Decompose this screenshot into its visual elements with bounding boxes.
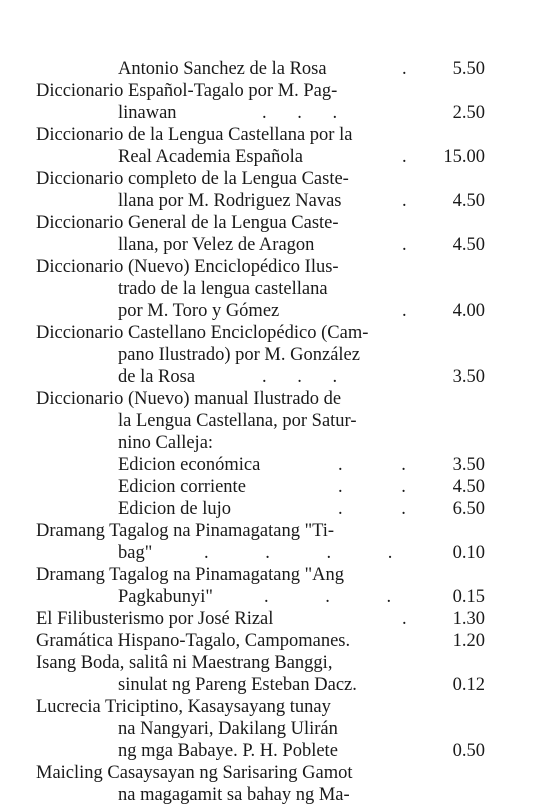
- list-line: [0, 432, 547, 454]
- list-line: [0, 410, 547, 432]
- entry-text: la Lengua Castellana, por Satur-: [118, 411, 357, 431]
- list-line: [0, 168, 547, 190]
- entry-text: Diccionario General de la Lengua Caste-: [36, 213, 339, 233]
- entry-text: nino Calleja:: [118, 433, 214, 453]
- list-line: [0, 300, 547, 322]
- list-line: [0, 234, 547, 256]
- entry-text: Dramang Tagalog na Pinamagatang "Ti-: [36, 521, 335, 541]
- leader-dots: . .: [338, 477, 406, 497]
- entry-text: ng mga Babaye. P. H. Poblete: [118, 741, 338, 761]
- list-line: [0, 58, 547, 80]
- entry-text: sinulat ng Pareng Esteban Dacz.: [118, 675, 357, 695]
- entry-text: pano Ilustrado) por M. González: [118, 345, 360, 365]
- entry-text: Isang Boda, salitâ ni Maestrang Banggi,: [36, 653, 333, 673]
- list-line: [0, 454, 547, 476]
- list-line: [0, 608, 547, 630]
- list-line: [0, 718, 547, 740]
- leader-dots: .: [402, 59, 407, 79]
- list-line: [0, 520, 547, 542]
- list-line: [0, 278, 547, 300]
- list-line: [0, 476, 547, 498]
- leader-dots: . . .: [264, 587, 392, 607]
- price: 3.50: [452, 455, 485, 475]
- entry-text: El Filibusterismo por José Rizal: [36, 609, 274, 629]
- list-line: [0, 344, 547, 366]
- price: 15.00: [443, 147, 485, 167]
- leader-dots: .: [402, 609, 407, 629]
- list-line: [0, 542, 547, 564]
- entry-text: Diccionario completo de la Lengua Caste-: [36, 169, 349, 189]
- list-line: [0, 146, 547, 168]
- entry-text: Edicion corriente: [118, 477, 246, 497]
- list-line: [0, 256, 547, 278]
- price: 0.10: [452, 543, 485, 563]
- list-line: [0, 388, 547, 410]
- leader-dots: . .: [338, 455, 406, 475]
- price: 4.50: [452, 477, 485, 497]
- entry-text: Edicion de lujo: [118, 499, 232, 519]
- entry-text: Gramática Hispano-Tagalo, Campomanes.: [36, 631, 351, 651]
- entry-text: Dramang Tagalog na Pinamagatang "Ang: [36, 565, 344, 585]
- list-line: [0, 322, 547, 344]
- entry-text: bag": [118, 543, 153, 563]
- entry-text: na Nangyari, Dakilang Ulirán: [118, 719, 338, 739]
- entry-text: linawan: [118, 103, 177, 123]
- list-line: [0, 124, 547, 146]
- leader-dots: . . .: [262, 367, 338, 387]
- entry-text: llana por M. Rodriguez Navas: [118, 191, 342, 211]
- price: 4.50: [452, 235, 485, 255]
- entry-text: Diccionario de la Lengua Castellana por la: [36, 125, 353, 145]
- entry-text: Edicion económica: [118, 455, 261, 475]
- entry-text: trado de la lengua castellana: [118, 279, 328, 299]
- entry-text: Lucrecia Triciptino, Kasaysayang tunay: [36, 697, 331, 717]
- entry-text: Pagkabunyi": [118, 587, 213, 607]
- list-line: [0, 212, 547, 234]
- leader-dots: .: [402, 235, 407, 255]
- price: 4.00: [452, 301, 485, 321]
- leader-dots: .: [402, 301, 407, 321]
- price: 1.20: [452, 631, 485, 651]
- list-line: [0, 674, 547, 696]
- price: 6.50: [452, 499, 485, 519]
- entry-text: de la Rosa: [118, 367, 196, 387]
- entry-text: Antonio Sanchez de la Rosa: [118, 59, 327, 79]
- leader-dots: .: [402, 191, 407, 211]
- entry-text: Diccionario (Nuevo) manual Ilustrado de: [36, 389, 342, 409]
- entry-text: na magagamit sa bahay ng Ma-: [118, 785, 350, 805]
- list-line: [0, 784, 547, 806]
- price: 4.50: [452, 191, 485, 211]
- leader-dots: . .: [338, 499, 406, 519]
- list-line: [0, 696, 547, 718]
- list-line: [0, 740, 547, 762]
- list-line: [0, 190, 547, 212]
- price: 0.12: [452, 675, 485, 695]
- list-line: [0, 102, 547, 124]
- price: 2.50: [452, 103, 485, 123]
- entry-text: Maicling Casaysayan ng Sarisaring Gamot: [36, 763, 353, 783]
- entry-text: Diccionario Español-Tagalo por M. Pag-: [36, 81, 338, 101]
- entry-text: por M. Toro y Gómez: [118, 301, 280, 321]
- entry-text: Diccionario (Nuevo) Enciclopédico Ilus-: [36, 257, 339, 277]
- entry-text: Real Academia Española: [118, 147, 303, 167]
- price: 3.50: [452, 367, 485, 387]
- leader-dots: . . .: [262, 103, 338, 123]
- leader-dots: .: [402, 147, 407, 167]
- price: 5.50: [452, 59, 485, 79]
- list-line: [0, 762, 547, 784]
- price: 0.50: [452, 741, 485, 761]
- list-line: [0, 564, 547, 586]
- list-line: [0, 366, 547, 388]
- price: 0.15: [452, 587, 485, 607]
- list-line: [0, 630, 547, 652]
- leader-dots: . . . .: [204, 543, 393, 563]
- list-line: [0, 80, 547, 102]
- list-line: [0, 652, 547, 674]
- price: 1.30: [452, 609, 485, 629]
- list-line: [0, 586, 547, 608]
- entry-text: Diccionario Castellano Enciclopédico (Cam-: [36, 323, 369, 343]
- list-line: [0, 498, 547, 520]
- entry-text: llana, por Velez de Aragon: [118, 235, 315, 255]
